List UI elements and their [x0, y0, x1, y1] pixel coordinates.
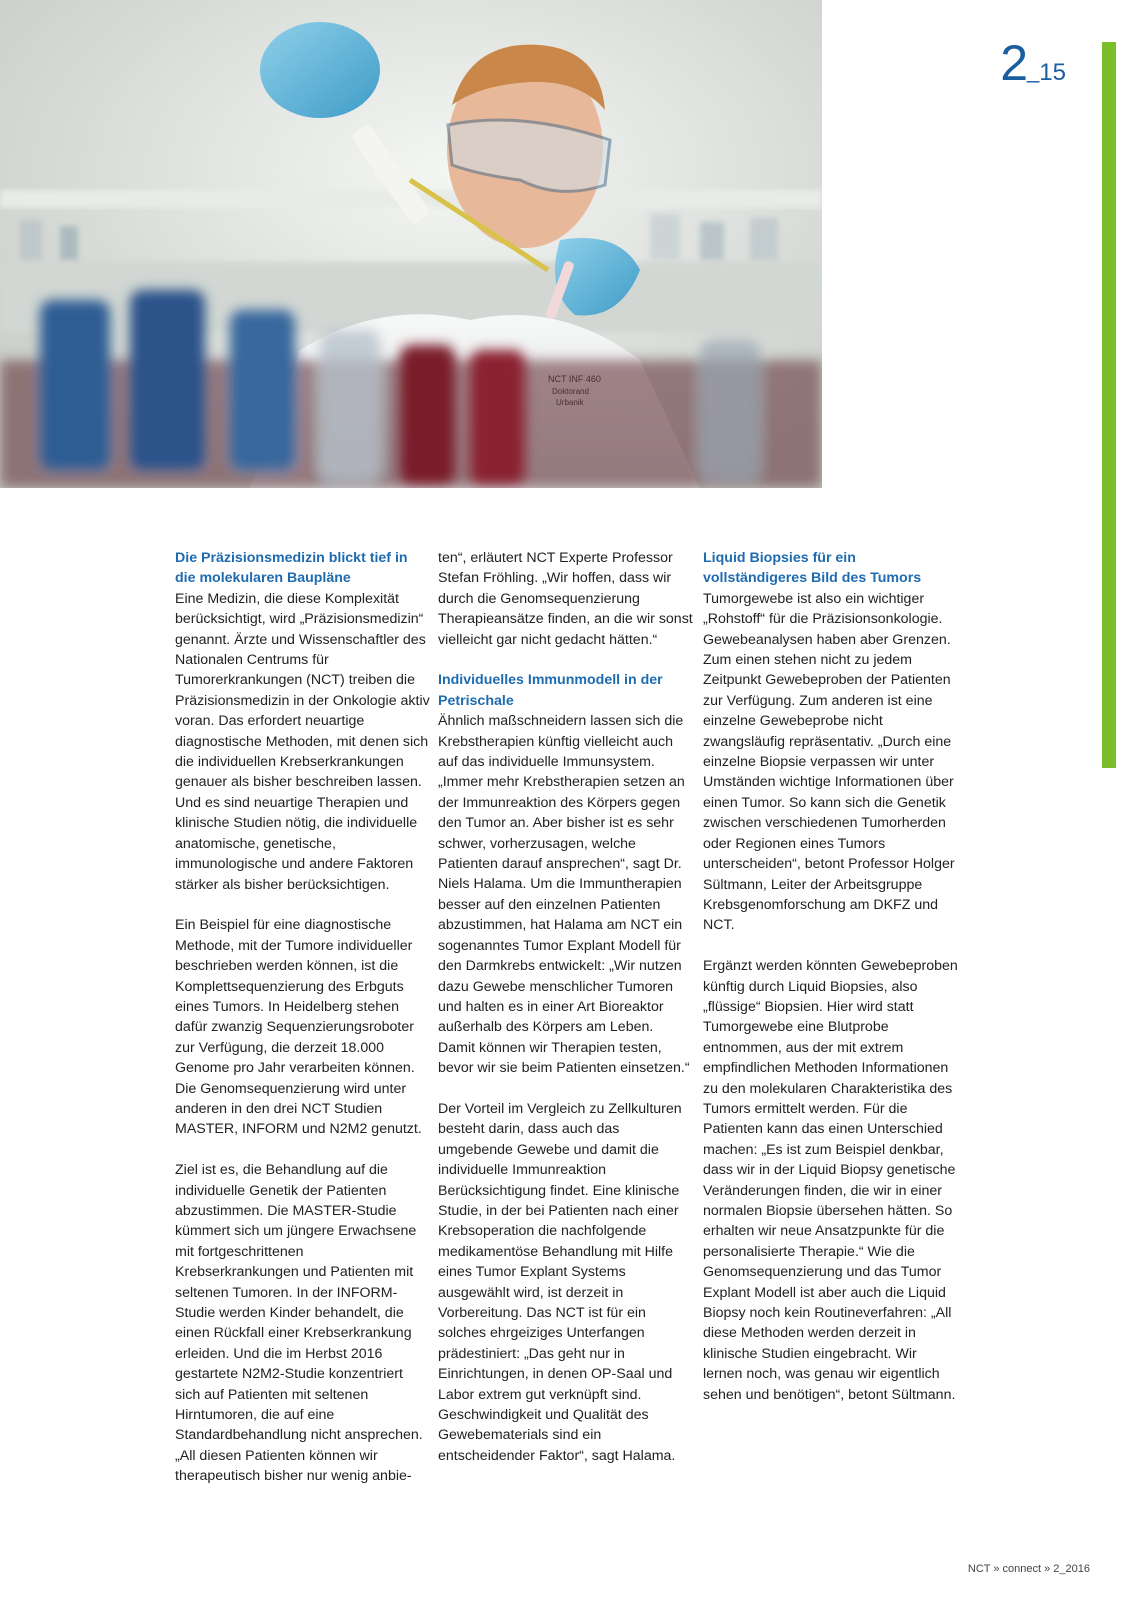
page-number [1000, 34, 1066, 92]
paragraph: Ziel ist es, die Behandlung auf die individuelle Genetik der Patienten abzustimmen. Die MASTER-Studie kümmert sich um jüngere Erwachsene mit fortgeschrittenen Krebserkrankungen und Patienten mit seltenen Tumoren. In der INFORM-Studie werden Kinder behandelt, die einen Rückfall einer Krebserkrankung erleiden. Und die im Herbst 2016 gestartete N2M2-Studie konzentriert sich auf Patienten mit seltenen Hirntumoren, die auf eine Standardbehandlung nicht ansprechen. „All diesen Patienten können wir therapeutisch bisher nur wenig anbie- [175, 1162, 423, 1485]
section-heading-immune-model: Individuelles Immunmodell in der Petrischale [438, 672, 663, 709]
issue-number: 2 [1000, 35, 1028, 91]
page-number-value: 15 [1039, 59, 1066, 86]
paragraph: Ein Beispiel für eine diagnostische Methode, mit der Tumore individueller beschrieben werden können, ist die Komplettsequenzierung des Erbguts eines Tumors. In Heidelberg stehen dafür zwanzig Sequenzierungsroboter zur Verfügung, die derzeit 18.000 Genome pro Jahr verarbeiten können. Die Genomsequenzierung wird unter anderen in den drei NCT Studien MASTER, INFORM und N2M2 genutzt. [175, 917, 422, 1138]
paragraph: Der Vorteil im Vergleich zu Zellkulturen besteht darin, dass auch das umgebende Gewebe und damit die individuelle Immunreaktion Berücksichtigung findet. Eine klinische Studie, in der bei Patienten nach einer Krebsoperation die nachfolgende medikamentöse Behandlung mit Hilfe eines Tumor Explant Systems ausgewählt wird, ist derzeit in Vorbereitung. Das NCT ist für ein solches ehrgeiziges Unterfangen prädestiniert: „Das geht nur in Einrichtungen, in denen OP-Saal und Labor extrem gut verknüpft sind. Geschwindigkeit und Qualität des Gewebematerials sind ein entscheidender Faktor“, sagt Halama. [438, 1100, 682, 1464]
lab-scene-illustration [0, 0, 822, 488]
page-footer: NCT » connect » 2_2016 [967, 1563, 1090, 1575]
green-accent-bar [1102, 42, 1116, 768]
paragraph: Eine Medizin, die diese Komplexität berücksichtigt, wird „Präzisionsmedizin“ genannt. Ärzte und Wissenschaftler des Nationalen Centrums für Tumorerkrankungen (NCT) treiben die Präzisionsmedizin in der Onkologie aktiv voran. Das erfordert neuartige diagnostische Methoden, mit denen sich die individuellen Krebserkrankungen genauer als bisher beschreiben lassen. Und es sind neuartige Therapien und klinische Studien nötig, die individuelle anatomische, genetische, immunologische und andere Faktoren stärker als bisher berücksichtigen. [175, 590, 430, 893]
paragraph: ten“, erläutert NCT Experte Professor Stefan Fröhling. „Wir hoffen, dass wir durch die Genomsequenzierung Therapieansätze finden, an die wir sonst vielleicht gar nicht gedacht hätten.“ [438, 550, 693, 648]
page-number-separator: _ [1027, 58, 1040, 83]
text-column-1 [175, 548, 431, 1507]
paragraph: Tumorgewebe ist also ein wichtiger „Rohstoff“ für die Präzisionsonkologie. Gewebeanalysen haben aber Grenzen. Zum einen stehen nicht zu jedem Zeitpunkt Gewebeproben der Patienten zur Verfügung. Zum anderen ist eine einzelne Gewebeprobe nicht zwangsläufig repräsentativ. „Durch eine einzelne Biopsie verpassen wir unter Umständen wichtige Informationen über einen Tumor. So kann sich die Genetik zwischen verschiedenen Tumorherden oder Regionen eines Tumors unterscheiden“, betont Professor Holger Sültmann, Leiter der Arbeitsgruppe Krebsgenomforschung am DKFZ und NCT. [703, 590, 955, 934]
text-column-2 [438, 548, 694, 1487]
paragraph: Ergänzt werden könnten Gewebeproben künftig durch Liquid Biopsies, also „flüssige“ Biopsien. Hier wird statt Tumorgewebe eine Blutprobe entnommen, aus der mit extrem empfindlichen Methoden Informationen zu den molekularen Charakteristika des Tumors ermittelt werden. Für die Patienten kann das einen Unterschied machen: „Es ist zum Beispiel denkbar, dass wir in der Liquid Biopsy genetische Veränderungen finden, die wir in einer normalen Biopsie übersehen hätten. So erhalten wir neue Ansatzpunkte für die personalisierte Therapie.“ Wie die Genomsequenzierung und das Tumor Explant Modell ist aber auch die Liquid Biopsy noch kein Routineverfahren: „All diese Methoden werden derzeit in klinische Studien eingebracht. Wir lernen noch, was genau wir eigentlich sehen und benötigen“, betont Sültmann. [703, 958, 958, 1403]
text-column-3 [703, 548, 959, 1425]
section-heading-liquid-biopsies: Liquid Biopsies für ein vollständigeres Bild des Tumors [703, 550, 922, 587]
lab-photo [0, 0, 822, 488]
paragraph: Ähnlich maßschneidern lassen sich die Krebstherapien künftig vielleicht auch auf das individuelle Immunsystem. „Immer mehr Krebstherapien setzen an der Immunreaktion des Körpers gegen den Tumor an. Aber bisher ist es sehr schwer, vorherzusagen, welche Patienten darauf ansprechen“, sagt Dr. Niels Halama. Um die Immuntherapien besser auf den einzelnen Patienten abzustimmen, hat Halama am NCT ein sogenanntes Tumor Explant Modell für den Darmkrebs entwickelt: „Wir nutzen dazu Gewebe menschlicher Tumoren und halten es in einer Art Bioreaktor außerhalb des Körpers am Leben. Damit können wir Therapien testen, bevor wir sie beim Patienten einsetzen.“ [438, 713, 690, 1077]
section-heading-precision-medicine: Die Präzisionsmedizin blickt tief in die molekularen Baupläne [175, 550, 408, 587]
